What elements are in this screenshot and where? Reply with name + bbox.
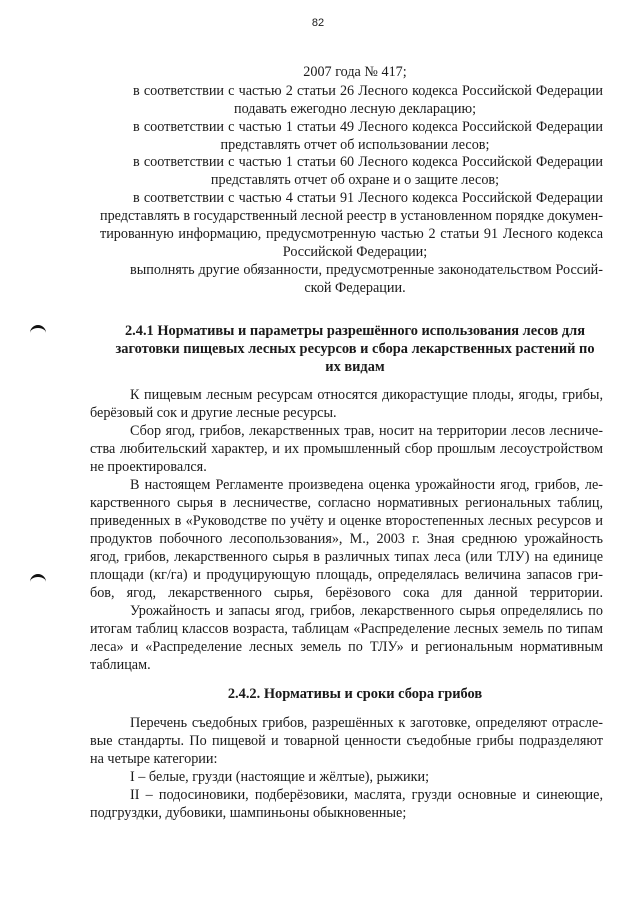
text-line: в соответствии с частью 1 статьи 49 Лесного кодекса Российской Федерации [133, 119, 603, 135]
text-line: ства любительский характер, и их промышленный сбор прошлым лесоустройством [90, 441, 603, 457]
text-line: в соответствии с частью 1 статьи 60 Лесного кодекса Российской Федерации [133, 154, 603, 170]
binding-hole-mark [30, 574, 46, 585]
text-line: подавать ежегодно лесную декларацию; [233, 101, 477, 117]
text-line: В настоящем Регламенте произведена оценка урожайности ягод, грибов, ле- [130, 477, 603, 493]
text-line: представлять в государственный лесной реестр в установленном порядке докумен- [100, 208, 603, 224]
text-line: К пищевым лесным ресурсам относятся дикорастущие плоды, ягоды, грибы, [130, 387, 603, 403]
text-line: вые стандарты. По пищевой и товарной ценности съедобные грибы подразделяют [90, 733, 603, 749]
text-line: II – подосиновики, подберёзовики, маслята, грузди основные и синеющие, [130, 787, 603, 803]
section-heading: 2.4.2. Нормативы и сроки сбора грибов [227, 686, 483, 702]
text-line: площади (кг/га) и продуцирующую площадь, определялась величина запасов гри- [90, 567, 603, 583]
text-line: Урожайность и запасы ягод, грибов, лекарственного сырья определялись по [130, 603, 603, 619]
text-line: карственного сырья в лесничестве, согласно нормативных региональных таблиц, [90, 495, 603, 511]
page-number: 82 [311, 17, 325, 29]
text-line: бов, ягод, лекарственного сырья, берёзового сока для данной территории. [90, 585, 603, 601]
text-line: I – белые, грузди (настоящие и жёлтые), рыжики; [130, 769, 430, 785]
text-line: таблицам. [90, 657, 151, 673]
text-line: итогам таблиц классов возраста, таблицам «Распределение лесных земель по типам [90, 621, 603, 637]
text-line: на четыре категории: [90, 751, 218, 767]
text-line: ской Федерации. [304, 280, 406, 296]
section-heading: их видам [325, 359, 385, 375]
text-line: в соответствии с частью 2 статьи 26 Лесного кодекса Российской Федерации [133, 83, 603, 99]
text-line: подгруздки, дубовики, шампиньоны обыкновенные; [90, 805, 407, 821]
text-line: продуктов побочного лесопользования», М., 2003 г. Зная среднюю урожайность [90, 531, 603, 547]
text-line: тированную информацию, предусмотренную частью 2 статьи 91 Лесного кодекса [100, 226, 603, 242]
text-line: ягод, грибов, лекарственного сырья в различных типах леса (или ТЛУ) на единице [90, 549, 603, 565]
section-heading: 2.4.1 Нормативы и параметры разрешённого использования лесов для [124, 323, 586, 339]
text-line: леса» и «Распределение лесных земель по ТЛУ» и региональным нормативным [90, 639, 603, 655]
text-line: 2007 года № 417; [303, 64, 407, 80]
text-line: представлять отчет об использовании лесов; [220, 137, 490, 153]
text-line: Российской Федерации; [282, 244, 428, 260]
binding-hole-mark [30, 325, 46, 336]
text-line: не проектировался. [90, 459, 207, 475]
text-line: Сбор ягод, грибов, лекарственных трав, носит на территории лесов лесниче- [130, 423, 603, 439]
text-line: выполнять другие обязанности, предусмотренные законодательством Россий- [130, 262, 603, 278]
text-line: приведенных в «Руководстве по учёту и оценке второстепенных лесных ресурсов и [90, 513, 603, 529]
text-line: берёзовый сок и другие лесные ресурсы. [90, 405, 337, 421]
text-line: Перечень съедобных грибов, разрешённых к заготовке, определяют отрасле- [130, 715, 603, 731]
text-line: в соответствии с частью 4 статьи 91 Лесного кодекса Российской Федерации [133, 190, 603, 206]
section-heading: заготовки пищевых лесных ресурсов и сбора лекарственных растений по [115, 341, 595, 357]
text-line: представлять отчет об охране и о защите лесов; [210, 172, 500, 188]
